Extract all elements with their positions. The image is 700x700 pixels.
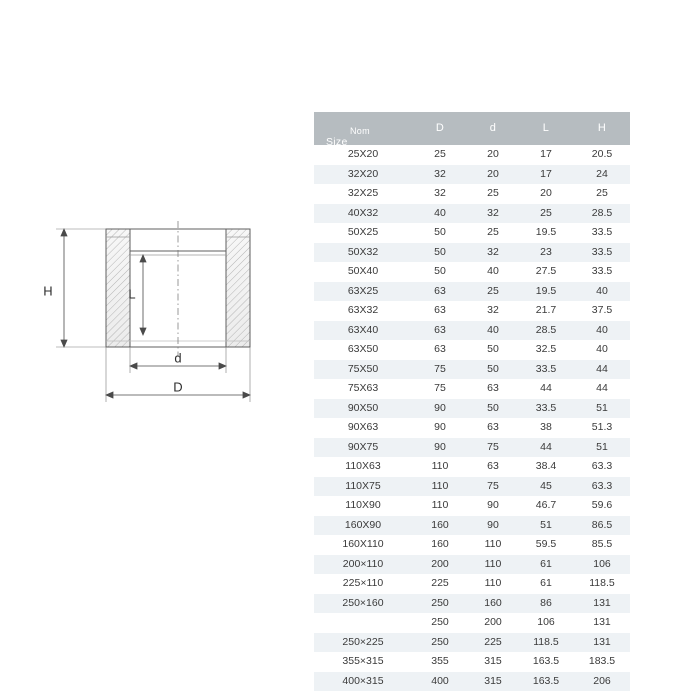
- cell-d: 90: [487, 499, 499, 511]
- dimension-label-L: L: [128, 286, 136, 302]
- cell-d: 90: [487, 518, 499, 531]
- table-row: [314, 282, 630, 302]
- cell-D: 110: [431, 460, 449, 472]
- cell-D: 355: [431, 655, 449, 667]
- table-row: [314, 243, 630, 263]
- cell-L: 21.7: [535, 304, 557, 316]
- cell-H: 131: [593, 635, 611, 648]
- cell-D: 75: [434, 362, 446, 375]
- cell-H: 33.5: [591, 226, 613, 238]
- cell-L: 61: [540, 577, 552, 589]
- cell-d: 40: [487, 265, 499, 277]
- table-header: [314, 112, 630, 148]
- table-row: [314, 399, 630, 419]
- cell-d: 63: [487, 421, 499, 433]
- cell-d: 225: [484, 635, 502, 648]
- cell-D: 90: [434, 440, 446, 453]
- cell-size: 200×110: [342, 557, 384, 570]
- cell-H: 51: [596, 401, 608, 414]
- cell-D: 160: [431, 538, 449, 550]
- cell-size: 63X25: [347, 284, 379, 297]
- table-row: [314, 321, 630, 341]
- cell-H: 44: [596, 382, 608, 394]
- cell-L: 19.5: [535, 226, 557, 238]
- cell-d: 50: [487, 362, 499, 375]
- specification-table: [314, 112, 630, 691]
- cell-d: 63: [487, 382, 499, 394]
- cell-H: 33.5: [591, 265, 613, 277]
- column-header-size: [314, 112, 412, 148]
- cell-L: 163.5: [532, 674, 560, 687]
- cell-size: 160X110: [342, 538, 384, 550]
- column-header-H: H: [574, 112, 630, 145]
- column-header-L: L: [518, 112, 574, 145]
- cell-D: 63: [434, 323, 446, 336]
- cell-d: 32: [487, 206, 499, 219]
- cell-size: 90X50: [347, 401, 379, 414]
- cell-H: 86.5: [591, 518, 613, 531]
- cell-D: 63: [434, 343, 446, 355]
- cell-d: 110: [484, 557, 502, 570]
- cell-d: 25: [487, 284, 499, 297]
- cell-d: 315: [484, 674, 502, 687]
- table-row: [314, 516, 630, 536]
- cell-H: 40: [596, 323, 608, 336]
- cell-d: 20: [487, 148, 499, 160]
- table-header-row: [314, 112, 630, 145]
- cell-d: 63: [487, 460, 499, 472]
- dimension-label-d: d: [174, 350, 182, 366]
- cell-d: 110: [484, 577, 502, 589]
- table-row: [314, 223, 630, 243]
- table-row: [314, 360, 630, 380]
- dimension-label-H: H: [43, 283, 53, 299]
- cell-size: 63X50: [347, 343, 379, 355]
- table-row: [314, 457, 630, 477]
- table-row: [314, 672, 630, 692]
- cell-size: 63X32: [347, 304, 379, 316]
- cell-L: 86: [540, 596, 552, 609]
- cell-D: 250: [431, 635, 449, 648]
- cell-size: 50X40: [347, 265, 379, 277]
- cell-D: 75: [434, 382, 446, 394]
- cell-size: 355×315: [342, 655, 384, 667]
- cell-L: 32.5: [535, 343, 557, 355]
- cell-H: 106: [593, 557, 611, 570]
- cell-D: 110: [431, 479, 449, 492]
- cell-L: 61: [540, 557, 552, 570]
- cell-D: 110: [431, 499, 449, 511]
- cell-size: 90X75: [347, 440, 379, 453]
- cell-L: 45: [540, 479, 552, 492]
- cell-H: 183.5: [588, 655, 616, 667]
- cell-H: 44: [596, 362, 608, 375]
- column-header-nom-label: Nom: [350, 126, 370, 136]
- table-row: [314, 555, 630, 575]
- cell-D: 32: [434, 167, 446, 180]
- cell-H: 51: [596, 440, 608, 453]
- cell-H: 206: [593, 674, 611, 687]
- table-row: [314, 594, 630, 614]
- cell-H: 131: [593, 596, 611, 609]
- technical-drawing: [20, 215, 290, 435]
- cell-d: 75: [487, 440, 499, 453]
- table-row: [314, 340, 630, 360]
- cell-d: 20: [487, 167, 499, 180]
- cell-D: 90: [434, 401, 446, 414]
- table-row: [314, 496, 630, 516]
- cell-size: 75X63: [347, 382, 379, 394]
- cell-d: 75: [487, 479, 499, 492]
- cell-L: 163.5: [532, 655, 560, 667]
- table-row: [314, 301, 630, 321]
- cell-H: 40: [596, 343, 608, 355]
- table-row: [314, 535, 630, 555]
- cell-size: [314, 613, 412, 633]
- cell-size: 50X25: [347, 226, 379, 238]
- cell-L: 38: [540, 421, 552, 433]
- cell-L: 118.5: [533, 635, 559, 648]
- column-header-d: d: [468, 112, 518, 145]
- table-row: [314, 574, 630, 594]
- cell-L: 33.5: [535, 362, 557, 375]
- dimension-H: [56, 229, 106, 347]
- cell-size: 25X20: [347, 148, 379, 160]
- table-row: [314, 613, 630, 633]
- cell-D: 50: [434, 245, 446, 258]
- cell-size: 110X63: [345, 460, 381, 472]
- cell-D: 50: [434, 265, 446, 277]
- cell-L: 59.5: [535, 538, 557, 550]
- cell-H: 24: [596, 167, 608, 180]
- cell-size: 250×160: [342, 596, 384, 609]
- cell-H: 28.5: [591, 206, 613, 219]
- cell-size: 75X50: [347, 362, 379, 375]
- cell-D: 63: [434, 304, 446, 316]
- cell-size: 63X40: [347, 323, 379, 336]
- cell-size: 110X75: [345, 479, 381, 492]
- cell-size: 50X32: [347, 245, 379, 258]
- cell-size: 40X32: [347, 206, 379, 219]
- cell-D: 40: [434, 206, 446, 219]
- cell-L: 25: [540, 206, 552, 219]
- table-row: [314, 477, 630, 497]
- cell-H: 118.5: [589, 577, 615, 589]
- cell-L: 46.7: [535, 499, 557, 511]
- cell-L: 106: [537, 616, 555, 628]
- cell-size: 400×315: [342, 674, 384, 687]
- cell-D: 160: [431, 518, 449, 531]
- cell-L: 20: [540, 187, 552, 199]
- cell-H: 63.3: [591, 479, 613, 492]
- cell-L: 38.4: [535, 460, 557, 472]
- table-row: [314, 418, 630, 438]
- cell-D: 63: [434, 284, 446, 297]
- cell-L: 17: [540, 148, 552, 160]
- table-row: [314, 184, 630, 204]
- cell-L: 27.5: [535, 265, 557, 277]
- table-row: [314, 262, 630, 282]
- cell-size: 32X25: [347, 187, 379, 199]
- cell-H: 63.3: [591, 460, 613, 472]
- cell-D: 250: [431, 596, 449, 609]
- cell-size: 160X90: [344, 518, 382, 531]
- cell-d: 25: [487, 226, 499, 238]
- cell-L: 17: [540, 167, 552, 180]
- cell-H: 131: [593, 616, 611, 628]
- cell-L: 44: [540, 382, 552, 394]
- cell-D: 400: [431, 674, 449, 687]
- table-row: [314, 165, 630, 185]
- cell-d: 25: [487, 187, 499, 199]
- cell-L: 44: [540, 440, 552, 453]
- cell-H: 85.5: [591, 538, 613, 550]
- cell-d: 315: [484, 655, 502, 667]
- cell-size: 110X90: [345, 499, 381, 511]
- table-row: [314, 633, 630, 653]
- table-row: [314, 652, 630, 672]
- table-body: [314, 145, 630, 691]
- cell-d: 50: [487, 401, 499, 414]
- cell-D: 200: [431, 557, 449, 570]
- cell-H: 25: [596, 187, 608, 199]
- cell-H: 20.5: [591, 148, 613, 160]
- cell-L: 23: [540, 245, 552, 258]
- cell-L: 33.5: [535, 401, 557, 414]
- cell-D: 50: [434, 226, 446, 238]
- cell-size: 32X20: [347, 167, 379, 180]
- cell-H: 37.5: [591, 304, 613, 316]
- cell-L: 51: [540, 518, 552, 531]
- fitting-cross-section-svg: [20, 215, 290, 435]
- cell-d: 50: [487, 343, 499, 355]
- cell-d: 32: [487, 245, 499, 258]
- table-row: [314, 379, 630, 399]
- cell-size: 250×225: [342, 635, 384, 648]
- cell-H: 40: [596, 284, 608, 297]
- column-header-size-label: Size: [326, 136, 348, 148]
- cell-D: 32: [434, 187, 446, 199]
- cell-d: 110: [484, 538, 502, 550]
- cell-L: 19.5: [535, 284, 557, 297]
- cell-H: 33.5: [591, 245, 613, 258]
- cell-H: 59.6: [591, 499, 613, 511]
- dimension-label-D: D: [173, 379, 183, 395]
- cell-D: 225: [431, 577, 449, 589]
- cell-d: 40: [487, 323, 499, 336]
- column-header-D: D: [412, 112, 468, 145]
- cell-size: 90X63: [347, 421, 379, 433]
- cell-L: 28.5: [535, 323, 557, 336]
- cell-D: 250: [431, 616, 449, 628]
- cell-d: 32: [487, 304, 499, 316]
- cell-d: 160: [484, 596, 502, 609]
- table-row: [314, 438, 630, 458]
- cell-H: 51.3: [591, 421, 613, 433]
- cell-D: 25: [434, 148, 446, 160]
- cell-d: 200: [484, 616, 502, 628]
- table-row: [314, 204, 630, 224]
- cell-D: 90: [434, 421, 446, 433]
- cell-size: 225×110: [342, 577, 384, 589]
